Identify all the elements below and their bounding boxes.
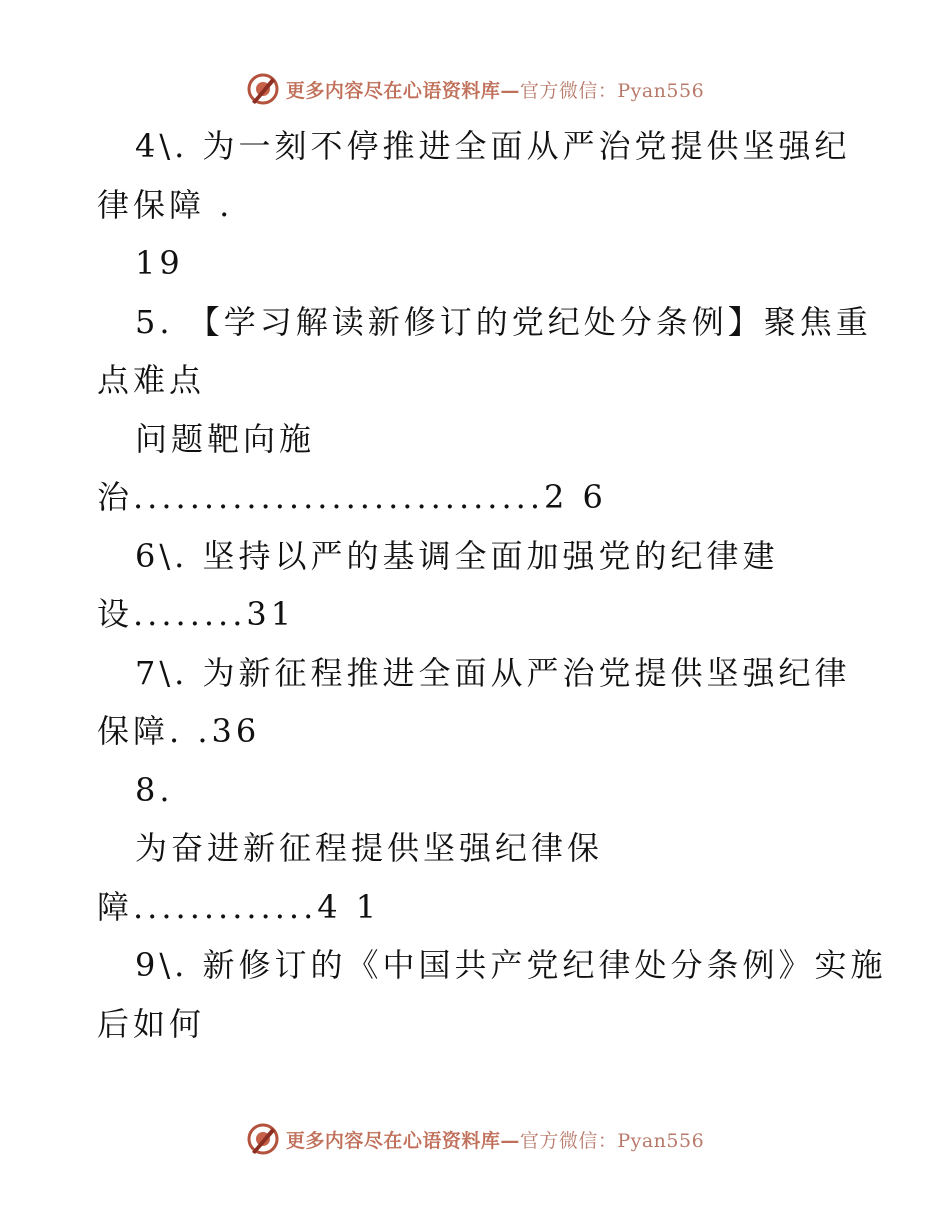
text-line: 6\. 坚持以严的基调全面加强党的纪律建 xyxy=(135,536,779,575)
text-line: 障.............4 1 xyxy=(97,887,381,926)
text-line: 保障. .36 xyxy=(97,712,261,750)
text-line: 5. 【学习解读新修订的党纪处分条例】聚焦重 xyxy=(135,302,872,341)
document-body xyxy=(97,117,887,1053)
pen-logo-icon xyxy=(246,72,280,106)
text-line: 后如何 xyxy=(97,1004,206,1043)
banner-text: 更多内容尽在心语资料库—官方微信：Pyan556 xyxy=(285,1129,705,1152)
header-banner xyxy=(0,72,950,112)
text-line: 问题靶向施 xyxy=(135,419,316,458)
text-line: 点难点 xyxy=(97,361,206,399)
text-line: 4\. 为一刻不停推进全面从严治党提供坚强纪 xyxy=(135,127,851,165)
text-line: 为奋进新征程提供坚强纪律保 xyxy=(135,829,604,867)
banner-text: 更多内容尽在心语资料库—官方微信：Pyan556 xyxy=(285,79,705,102)
text-line: 9\. 新修订的《中国共产党纪律处分条例》实施 xyxy=(135,946,887,984)
pen-logo-icon xyxy=(246,1122,280,1156)
text-line: 8. xyxy=(135,770,174,809)
text-line: 19 xyxy=(135,244,184,282)
text-line: 律保障 . xyxy=(97,185,234,224)
text-line: 设........31 xyxy=(97,595,296,633)
text-line: 治.............................2 6 xyxy=(97,478,607,516)
text-line: 7\. 为新征程推进全面从严治党提供坚强纪律 xyxy=(135,653,851,692)
footer-banner xyxy=(0,1122,950,1162)
